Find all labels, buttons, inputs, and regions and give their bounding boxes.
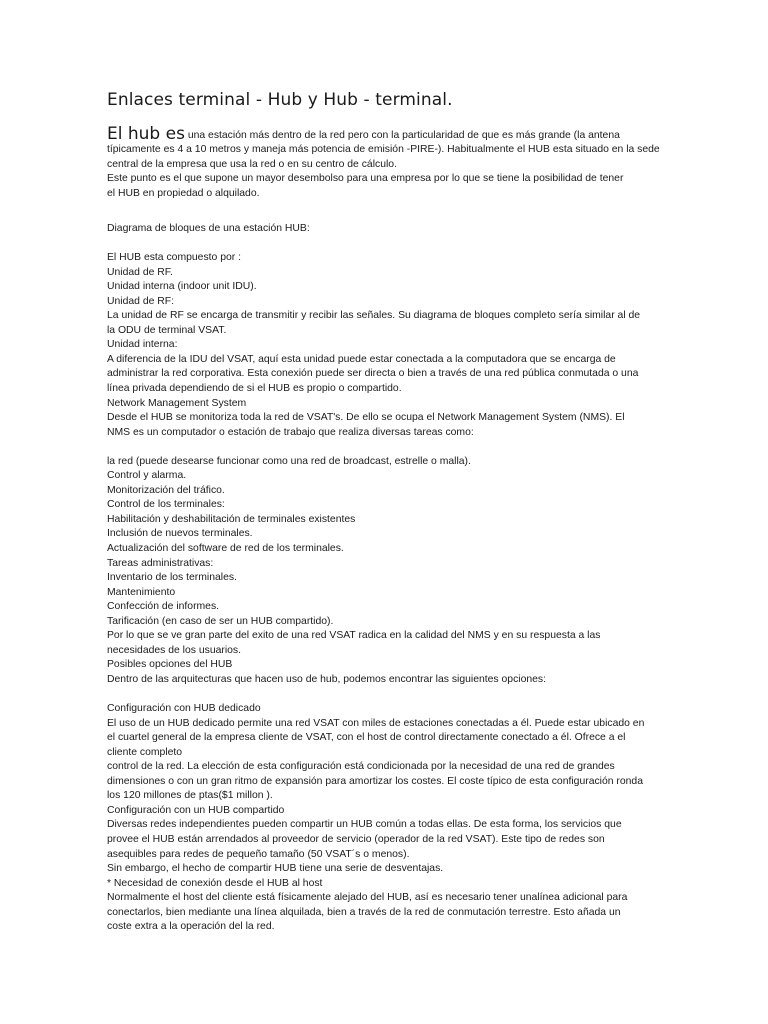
text-line: La unidad de RF se encarga de transmitir y recibir las señales. Su diagrama de bloques completo sería similar al de [107,310,641,322]
text-line: Por lo que se ve gran parte del exito de una red VSAT radica en la calidad del NMS y en su respuesta a las [107,630,601,642]
text-line: cliente completo [107,746,183,758]
text-line [107,440,667,455]
text-line: provee el HUB están arrendados al proveedor de servicio (operador de la red VSAT). Este tipo de redes son [107,833,605,845]
text-line: asequibles para redes de pequeño tamaño (50 VSAT´s o menos). [107,848,410,860]
text-line: línea privada dependiendo de si el HUB es propio o compartido. [107,383,402,395]
text-line: Diagrama de bloques de una estación HUB: [107,223,310,234]
text-line: Diversas redes independientes pueden compartir un HUB común a todas ellas. De esta forma, los servicios que [107,819,622,831]
text-line: administrar la red corporativa. Esta conexión puede ser directa o bien a través de una red pública conmutada o una [107,368,639,380]
text-line: Confección de informes. [107,601,220,613]
text-line: Actualización del software de red de los terminales. [107,543,344,555]
text-line: Posibles opciones del HUB [107,659,233,671]
intro-text: una estación más dentro de la red pero con la particularidad de que es más grande (la antena típicamente es 4 a 10 metros y maneja más potencia de emisión -PIRE-). Habitualmente el HUB esta situado en la sede central de la empresa que usa la red o en su centro de cálculo. [107,130,660,170]
text-line [107,688,667,703]
text-line: Dentro de las arquitecturas que hacen uso de hub, podemos encontrar las siguientes opciones: [107,673,546,685]
text-line: * Necesidad de conexión desde el HUB al host [107,877,323,889]
text-line: Network Management System [107,397,247,409]
text-line: Control y alarma. [107,470,187,482]
text-line: Inventario de los terminales. [107,572,237,584]
text-line: coste extra a la operación del la red. [107,921,275,933]
text-line [107,237,667,252]
text-line: El HUB esta compuesto por : [107,252,241,264]
intro-lead: El hub es [107,124,185,144]
text-line: Normalmente el host del cliente está físicamente alejado del HUB, así es necesario tener unalínea adicional para [107,892,628,904]
text-line: Unidad de RF. [107,266,173,278]
text-line: Configuración con un HUB compartido [107,804,285,816]
text-line: necesidades de los usuarios. [107,644,242,656]
text-line: control de la red. La elección de esta configuración está condicionada por la necesidad de una red de grandes [107,761,615,773]
text-line: El uso de un HUB dedicado permite una red VSAT con miles de estaciones conectadas a él. Puede estar ubicado en [107,717,645,729]
text-line: Unidad interna (indoor unit IDU). [107,281,257,293]
text-line: Unidad de RF: [107,295,174,307]
document-body [107,222,667,935]
text-line: Monitorización del tráfico. [107,484,225,496]
text-line: Sin embargo, el hecho de compartir HUB tiene una serie de desventajas. [107,863,444,875]
text-line: dimensiones o con un gran ritmo de expansión para amortizar los costes. El coste típico de esta configuración ronda [107,775,643,787]
page-title: Enlaces terminal - Hub y Hub - terminal. [107,90,453,110]
text-line: Habilitación y deshabilitación de terminales existentes [107,513,356,525]
text-line: Tarificación (en caso de ser un HUB compartido). [107,615,334,627]
text-line: A diferencia de la IDU del VSAT, aquí esta unidad puede estar conectada a la computadora que se encarga de [107,353,616,365]
text-line: Tareas administrativas: [107,557,214,569]
text-line: Control de los terminales: [107,499,225,511]
text-line: Mantenimiento [107,586,176,598]
text-line: NMS es un computador o estación de trabajo que realiza diversas tareas como: [107,426,474,438]
intro-paragraph [107,124,667,201]
text-line: los 120 millones de ptas($1 millon ). [107,790,273,802]
text-line: Configuración con HUB dedicado [107,703,261,715]
text-line: la red (puede desearse funcionar como una red de broadcast, estrelle o malla). [107,455,471,467]
text-line: Inclusión de nuevos terminales. [107,528,253,540]
intro-line: Este punto es el que supone un mayor desembolso para una empresa por lo que se tiene la posibilidad de tener [107,173,624,185]
text-line: Desde el HUB se monitoriza toda la red de VSAT's. De ello se ocupa el Network Management System (NMS). El [107,412,625,424]
text-line: la ODU de terminal VSAT. [107,324,227,336]
intro-line: el HUB en propiedad o alquilado. [107,187,260,199]
text-line: el cuartel general de la empresa cliente de VSAT, con el host de control directamente conectado a él. Ofrece a el [107,732,626,744]
text-line: conectarlos, bien mediante una línea alquilada, bien a través de la red de conmutación terrestre. Esto añada un [107,906,621,918]
text-line: Unidad interna: [107,339,178,351]
intro-first-paragraph [107,124,667,172]
